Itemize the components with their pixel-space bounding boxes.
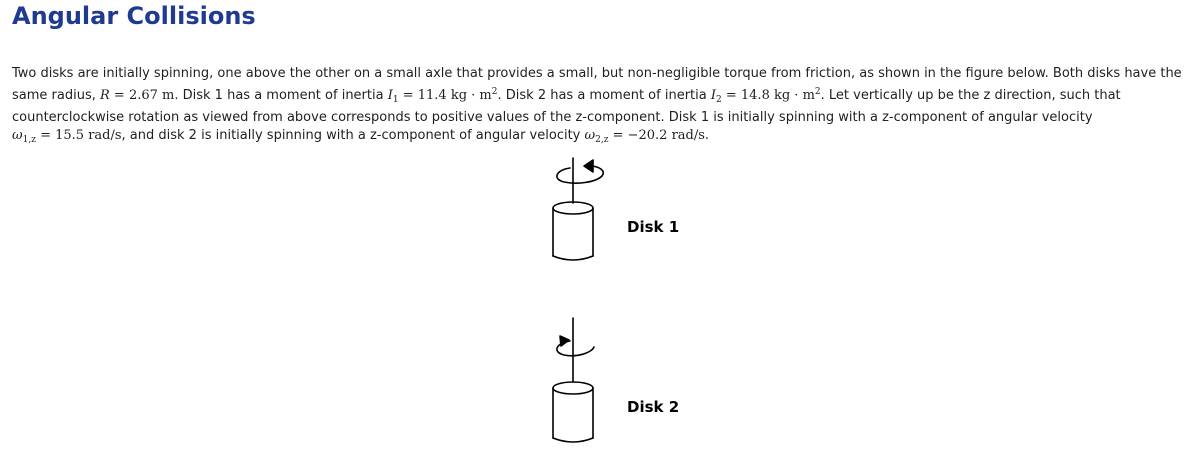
disk-1-rotation-arrow xyxy=(557,166,603,183)
disk-1-arrowhead xyxy=(584,160,593,172)
disk-2-top-rim xyxy=(553,382,593,394)
problem-text-2: . Disk 1 has a moment of inertia xyxy=(174,88,388,103)
disk-2-bottom-rim xyxy=(553,438,593,442)
inertia-2-value: = 14.8 kg · m xyxy=(721,88,815,103)
problem-text-5: , and disk 2 is initially spinning with a z-component of angular velocity xyxy=(121,128,585,143)
inertia-2-exponent: 2 xyxy=(814,87,821,97)
inertia-1-value: = 11.4 kg · m xyxy=(398,88,492,103)
disk-1-label: Disk 1 xyxy=(627,218,680,236)
inertia-1-subscript: 1 xyxy=(392,95,399,105)
disk-1-top-rim xyxy=(553,202,593,214)
disk-2-cylinder xyxy=(553,382,593,442)
problem-statement xyxy=(12,65,1192,149)
radius-value: = 2.67 m xyxy=(109,88,175,103)
disk-2-label: Disk 2 xyxy=(627,398,680,416)
inertia-1-expression xyxy=(388,88,498,103)
omega-1-expression xyxy=(12,128,122,143)
problem-text-6: . xyxy=(704,128,710,143)
radius-expression xyxy=(100,88,174,103)
radius-symbol: R xyxy=(100,88,110,103)
disks-diagram xyxy=(520,148,720,451)
omega-2-subscript: 2,z xyxy=(595,135,609,145)
disk-2-arrowhead xyxy=(560,336,569,346)
page-title: Angular Collisions xyxy=(12,2,256,30)
omega-1-value: = 15.5 rad/s xyxy=(35,128,122,143)
problem-text-3: . Disk 2 has a moment of inertia xyxy=(497,88,711,103)
omega-2-expression xyxy=(585,128,705,143)
inertia-2-symbol: I xyxy=(710,88,716,103)
inertia-2-expression xyxy=(711,88,821,103)
inertia-1-symbol: I xyxy=(387,88,393,103)
inertia-2-subscript: 2 xyxy=(716,95,722,105)
disk-1-bottom-rim xyxy=(553,256,593,260)
disk-1-cylinder xyxy=(553,202,593,260)
omega-2-value: = −20.2 rad/s xyxy=(608,128,705,143)
disks-figure xyxy=(520,148,720,451)
inertia-1-exponent: 2 xyxy=(491,87,498,97)
problem-text-1: Two disks are initially spinning, one above the other on a small axle that provides a small, but non-negligible torque from friction, as shown in the figure below. Both disks have the same radius, xyxy=(12,66,1182,103)
problem-text-4: . Let vertically up be the z direction, such that counterclockwise rotation as viewed from above corresponds to positive values of the z-component. Disk 1 is initially spinning with a z-component of angular velocity xyxy=(12,88,1121,125)
omega-1-symbol: ω xyxy=(12,128,23,143)
omega-2-symbol: ω xyxy=(584,128,596,143)
omega-1-subscript: 1,z xyxy=(22,135,36,145)
